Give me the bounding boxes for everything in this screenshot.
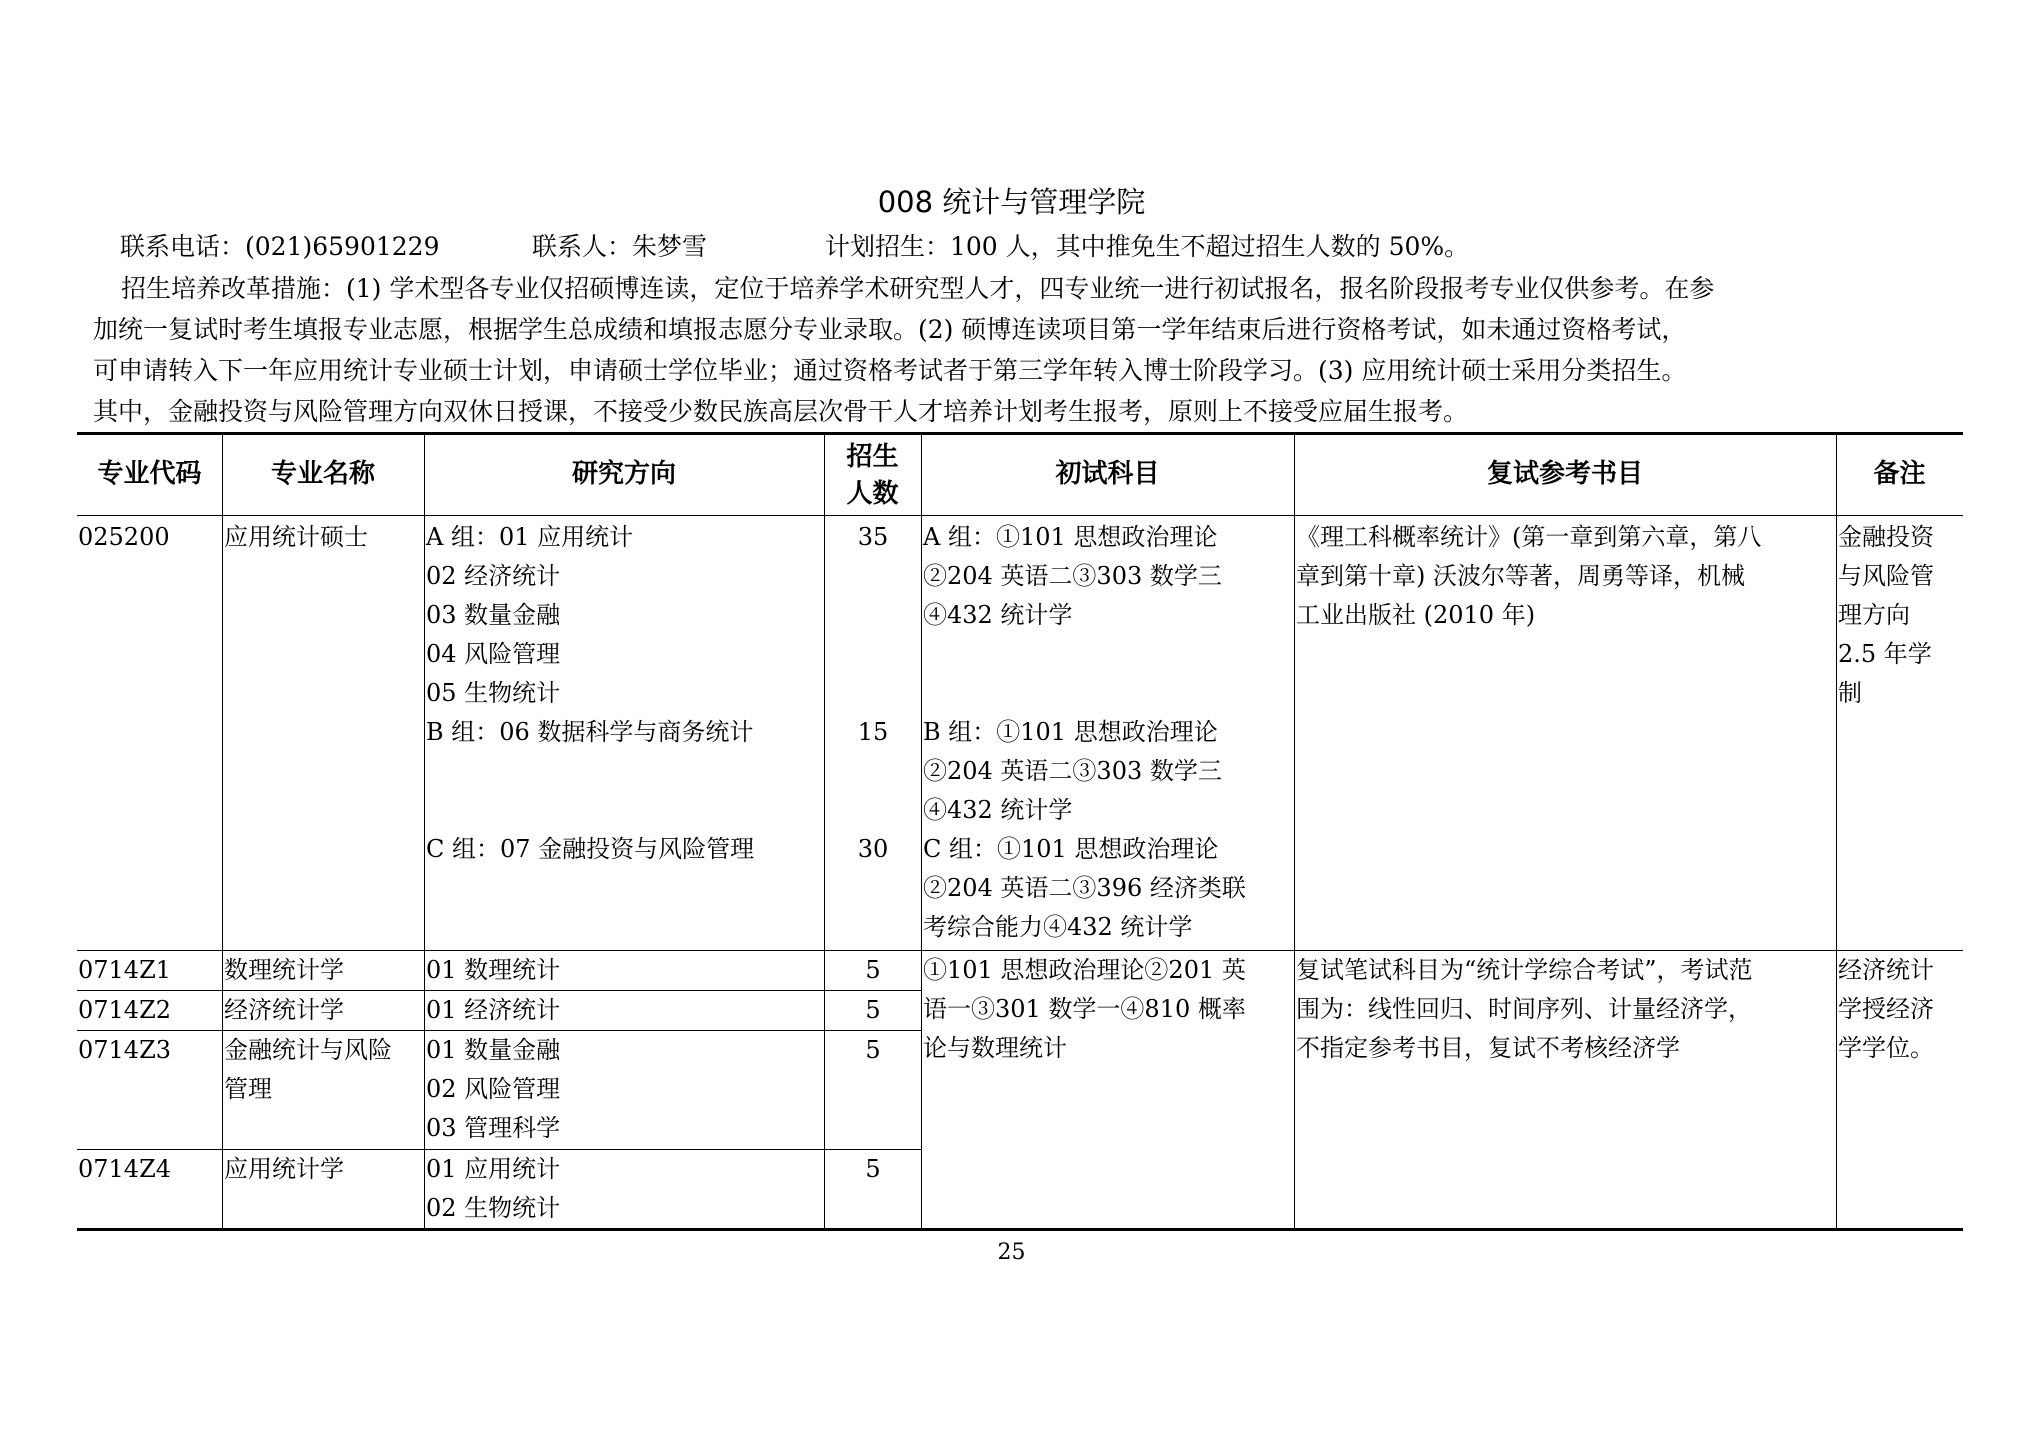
page-number: 25 bbox=[997, 1240, 1026, 1265]
reform-line: 加统一复试时考生填报专业志愿，根据学生总成绩和填报志愿分专业录取。(2) 硕博连读项目第一学年结束后进行资格考试，如未通过资格考试， bbox=[93, 315, 1687, 344]
direction-item: A 组：01 应用统计 bbox=[426, 523, 634, 551]
table-bottom-rule bbox=[77, 1228, 1963, 1231]
table-row-name: 金融统计与风险 bbox=[224, 1036, 392, 1064]
quota-a: 35 bbox=[857, 523, 889, 551]
contact-phone: 联系电话：(021)65901229 bbox=[120, 232, 440, 261]
table-row-name: 管理 bbox=[224, 1075, 272, 1103]
header-books: 复试参考书目 bbox=[1486, 459, 1643, 489]
exam-line: 考综合能力④432 统计学 bbox=[923, 913, 1193, 941]
book-line: 章到第十章) 沃波尔等著，周勇等译，机械 bbox=[1296, 562, 1745, 590]
remark-line: 金融投资 bbox=[1838, 523, 1934, 551]
direction-item: 02 经济统计 bbox=[426, 562, 561, 590]
table-row-name: 数理统计学 bbox=[224, 956, 344, 984]
direction-item: 02 生物统计 bbox=[426, 1194, 561, 1222]
column-rule bbox=[1294, 432, 1295, 1230]
table-row-name: 应用统计学 bbox=[224, 1155, 344, 1183]
header-quota-line2: 人数 bbox=[846, 479, 899, 509]
table-row-code: 0714Z3 bbox=[78, 1036, 172, 1064]
direction-item: 03 数量金融 bbox=[426, 601, 561, 629]
remark-line: 2.5 年学 bbox=[1838, 640, 1932, 668]
header-name: 专业名称 bbox=[270, 459, 375, 489]
shared-remark-line: 经济统计 bbox=[1838, 956, 1934, 984]
contact-person: 联系人：朱梦雪 bbox=[532, 232, 708, 261]
reform-line: 可申请转入下一年应用统计专业硕士计划，申请硕士学位毕业；通过资格考试者于第三学年转入博士阶段学习。(3) 应用统计硕士采用分类招生。 bbox=[93, 356, 1687, 385]
table-row-quota: 5 bbox=[865, 996, 881, 1024]
direction-item: 04 风险管理 bbox=[426, 640, 561, 668]
table-row-name: 经济统计学 bbox=[224, 996, 344, 1024]
header-remark: 备注 bbox=[1873, 459, 1926, 489]
shared-books-line: 复试笔试科目为“统计学综合考试”，考试范 bbox=[1296, 956, 1753, 984]
header-code: 专业代码 bbox=[97, 459, 202, 489]
book-line: 《理工科概率统计》(第一章到第六章，第八 bbox=[1296, 523, 1762, 551]
shared-exam-line: ①101 思想政治理论②201 英 bbox=[923, 956, 1246, 984]
shared-remark-line: 学授经济 bbox=[1838, 995, 1934, 1023]
direction-item: 01 经济统计 bbox=[426, 996, 561, 1024]
shared-books-line: 不指定参考书目，复试不考核经济学 bbox=[1296, 1034, 1680, 1062]
table-row-code: 0714Z1 bbox=[78, 956, 172, 984]
header-bottom-rule bbox=[77, 515, 1963, 516]
exam-line: B 组：①101 思想政治理论 bbox=[923, 718, 1218, 746]
direction-item: C 组：07 金融投资与风险管理 bbox=[426, 835, 755, 863]
exam-line: A 组：①101 思想政治理论 bbox=[923, 523, 1218, 551]
column-rule bbox=[424, 432, 425, 1230]
table-top-rule bbox=[77, 432, 1963, 435]
column-rule bbox=[921, 432, 922, 1230]
header-quota-line1: 招生 bbox=[846, 442, 899, 472]
exam-line: ②204 英语二③396 经济类联 bbox=[923, 874, 1246, 902]
remark-line: 与风险管 bbox=[1838, 562, 1934, 590]
direction-item: 01 数量金融 bbox=[426, 1036, 561, 1064]
column-rule bbox=[1836, 432, 1837, 1230]
header-direction: 研究方向 bbox=[571, 459, 676, 489]
column-rule bbox=[222, 432, 223, 1230]
remark-line: 理方向 bbox=[1838, 601, 1910, 629]
direction-item: 05 生物统计 bbox=[426, 679, 561, 707]
reform-line: 其中，金融投资与风险管理方向双休日授课，不接受少数民族高层次骨干人才培养计划考生报考，原则上不接受应届生报考。 bbox=[93, 397, 1469, 426]
quota-c: 30 bbox=[857, 835, 889, 863]
table-row-quota: 5 bbox=[865, 956, 881, 984]
exam-line: C 组：①101 思想政治理论 bbox=[923, 835, 1219, 863]
exam-line: ④432 统计学 bbox=[923, 796, 1073, 824]
column-rule bbox=[824, 432, 825, 1230]
exam-line: ④432 统计学 bbox=[923, 601, 1073, 629]
direction-item: B 组：06 数据科学与商务统计 bbox=[426, 718, 754, 746]
row1-name: 应用统计硕士 bbox=[224, 523, 368, 551]
shared-exam-line: 语一③301 数学一④810 概率 bbox=[923, 995, 1246, 1023]
reform-line: 招生培养改革措施：(1) 学术型各专业仅招硕博连读，定位于培养学术研究型人才，四专业统一进行初试报名，报名阶段报考专业仅供参考。在参 bbox=[121, 274, 1715, 303]
table-row-code: 0714Z2 bbox=[78, 996, 172, 1024]
row1-code: 025200 bbox=[78, 523, 170, 551]
book-line: 工业出版社 (2010 年) bbox=[1296, 601, 1536, 629]
shared-exam-line: 论与数理统计 bbox=[923, 1034, 1067, 1062]
exam-line: ②204 英语二③303 数学三 bbox=[923, 757, 1222, 785]
direction-item: 01 数理统计 bbox=[426, 956, 561, 984]
table-row-quota: 5 bbox=[865, 1155, 881, 1183]
direction-item: 02 风险管理 bbox=[426, 1075, 561, 1103]
exam-line: ②204 英语二③303 数学三 bbox=[923, 562, 1222, 590]
direction-item: 03 管理科学 bbox=[426, 1114, 561, 1142]
quota-b: 15 bbox=[857, 718, 889, 746]
direction-item: 01 应用统计 bbox=[426, 1155, 561, 1183]
table-row-code: 0714Z4 bbox=[78, 1155, 172, 1183]
remark-line: 制 bbox=[1838, 679, 1862, 707]
shared-remark-line: 学学位。 bbox=[1838, 1034, 1934, 1062]
table-row-quota: 5 bbox=[865, 1036, 881, 1064]
shared-books-line: 围为：线性回归、时间序列、计量经济学， bbox=[1296, 995, 1752, 1023]
reform-measures bbox=[93, 268, 1975, 432]
header-exam: 初试科目 bbox=[1055, 459, 1160, 489]
enrollment-plan: 计划招生：100 人，其中推免生不超过招生人数的 50%。 bbox=[825, 232, 1470, 261]
page-title: 008 统计与管理学院 bbox=[877, 185, 1146, 219]
